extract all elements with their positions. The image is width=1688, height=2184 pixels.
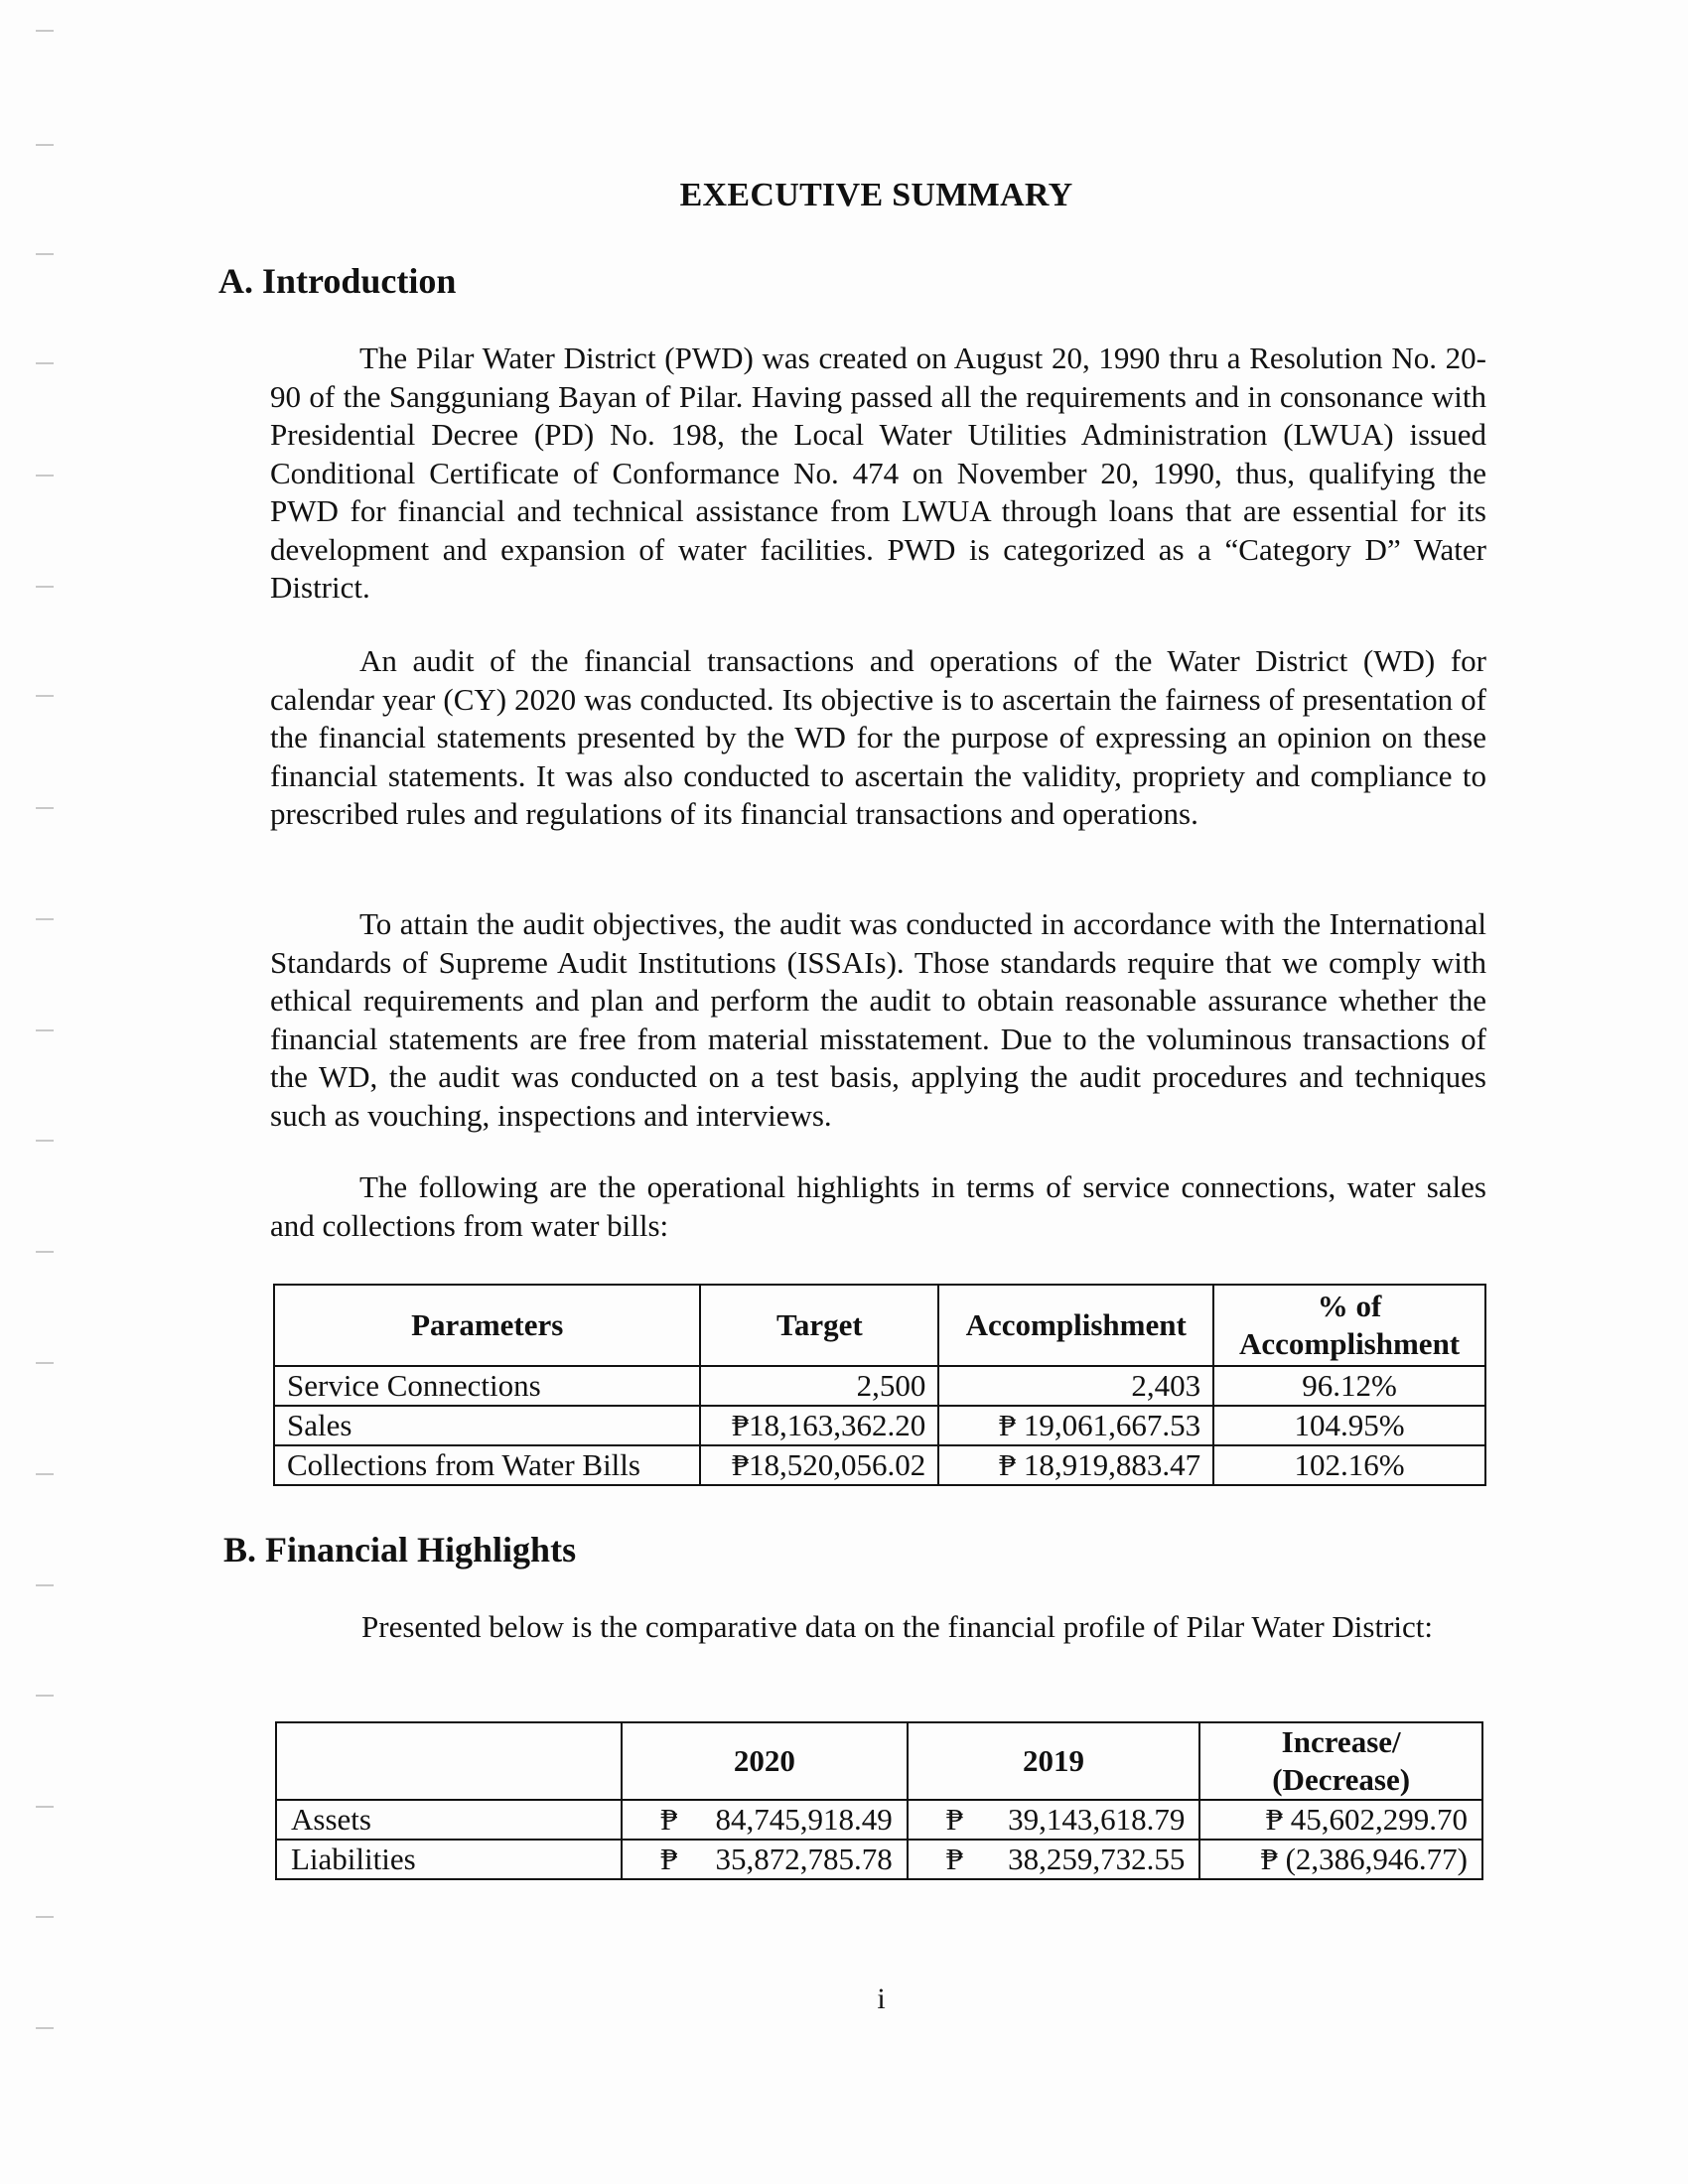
header-2019: 2019	[908, 1722, 1200, 1800]
cell-label: Liabilities	[276, 1840, 622, 1879]
table-header-row	[274, 1285, 1485, 1366]
header-percent-accomplishment: % of Accomplishment	[1213, 1285, 1485, 1366]
intro-paragraph-4: The following are the operational highlights in terms of service connections, water sales and collections from water bills:	[270, 1169, 1486, 1243]
cell-2020	[622, 1800, 908, 1840]
header-accomplishment: Accomplishment	[938, 1285, 1213, 1366]
page-title: EXECUTIVE SUMMARY	[679, 177, 1073, 213]
table-row	[274, 1406, 1485, 1445]
page-number: i	[877, 1982, 886, 2015]
table-row	[274, 1445, 1485, 1485]
cell-change: ₱ 45,602,299.70	[1199, 1800, 1482, 1840]
cell-percent: 104.95%	[1213, 1406, 1485, 1445]
financial-intro-paragraph: Presented below is the comparative data on the financial profile of Pilar Water District:	[361, 1609, 1433, 1644]
section-b-heading: B. Financial Highlights	[223, 1530, 577, 1570]
section-a-heading: A. Introduction	[218, 261, 457, 301]
peso-sign: ₱	[945, 1802, 963, 1837]
peso-sign: ₱	[660, 1842, 678, 1876]
operational-highlights-table	[273, 1284, 1486, 1486]
cell-percent: 102.16%	[1213, 1445, 1485, 1485]
cell-2019	[908, 1840, 1200, 1879]
cell-accomplishment: ₱ 19,061,667.53	[938, 1406, 1213, 1445]
table-row	[276, 1840, 1482, 1879]
cell-change: ₱ (2,386,946.77)	[1199, 1840, 1482, 1879]
cell-value: 35,872,785.78	[715, 1842, 893, 1876]
cell-parameter: Service Connections	[274, 1366, 700, 1406]
intro-paragraph-3: To attain the audit objectives, the audit was conducted in accordance with the International Standards of Supreme Audit Institutions (ISSAIs). Those standards require that we comply with ethical requirements and plan and perform the audit to obtain reasonable assurance whether the financial statements are free from material misstatement. Due to the voluminous transactions of the WD, the audit was conducted on a test basis, applying the audit procedures and techniques such as vouching, inspections and interviews.	[270, 906, 1486, 1133]
intro-paragraph-2: An audit of the financial transactions and operations of the Water District (WD) for calendar year (CY) 2020 was conducted. Its objective is to ascertain the fairness of presentation of the financial statements presented by the WD for the purpose of expressing an opinion on these financial statements. It was also conducted to ascertain the validity, propriety and compliance to prescribed rules and regulations of its financial transactions and operations.	[270, 643, 1486, 831]
cell-value: 39,143,618.79	[1008, 1802, 1186, 1837]
cell-accomplishment: ₱ 18,919,883.47	[938, 1445, 1213, 1485]
scan-margin-marks	[36, 0, 56, 2184]
header-2020: 2020	[622, 1722, 908, 1800]
header-parameters: Parameters	[274, 1285, 700, 1366]
table-row	[276, 1800, 1482, 1840]
cell-label: Assets	[276, 1800, 622, 1840]
intro-paragraph-1: The Pilar Water District (PWD) was created on August 20, 1990 thru a Resolution No. 20-90 of the Sangguniang Bayan of Pilar. Having passed all the requirements and in consonance with Presidential Decree (PD) No. 198, the Local Water Utilities Administration (LWUA) issued Conditional Certificate of Conformance No. 474 on November 20, 1990, thus, qualifying the PWD for financial and technical assistance from LWUA through loans that are essential for its development and expansion of water facilities. PWD is categorized as a “Category D” Water District.	[270, 341, 1486, 605]
cell-value: 84,745,918.49	[715, 1802, 893, 1837]
header-blank	[276, 1722, 622, 1800]
header-target: Target	[700, 1285, 938, 1366]
cell-value: 38,259,732.55	[1008, 1842, 1186, 1876]
cell-target: ₱18,163,362.20	[700, 1406, 938, 1445]
table-header-row	[276, 1722, 1482, 1800]
cell-parameter: Collections from Water Bills	[274, 1445, 700, 1485]
peso-sign: ₱	[945, 1842, 963, 1876]
cell-parameter: Sales	[274, 1406, 700, 1445]
cell-target: ₱18,520,056.02	[700, 1445, 938, 1485]
cell-percent: 96.12%	[1213, 1366, 1485, 1406]
peso-sign: ₱	[660, 1802, 678, 1837]
header-increase-decrease: Increase/ (Decrease)	[1199, 1722, 1482, 1800]
cell-accomplishment: 2,403	[938, 1366, 1213, 1406]
cell-2020	[622, 1840, 908, 1879]
cell-2019	[908, 1800, 1200, 1840]
cell-target: 2,500	[700, 1366, 938, 1406]
financial-highlights-table	[275, 1721, 1483, 1880]
table-row	[274, 1366, 1485, 1406]
